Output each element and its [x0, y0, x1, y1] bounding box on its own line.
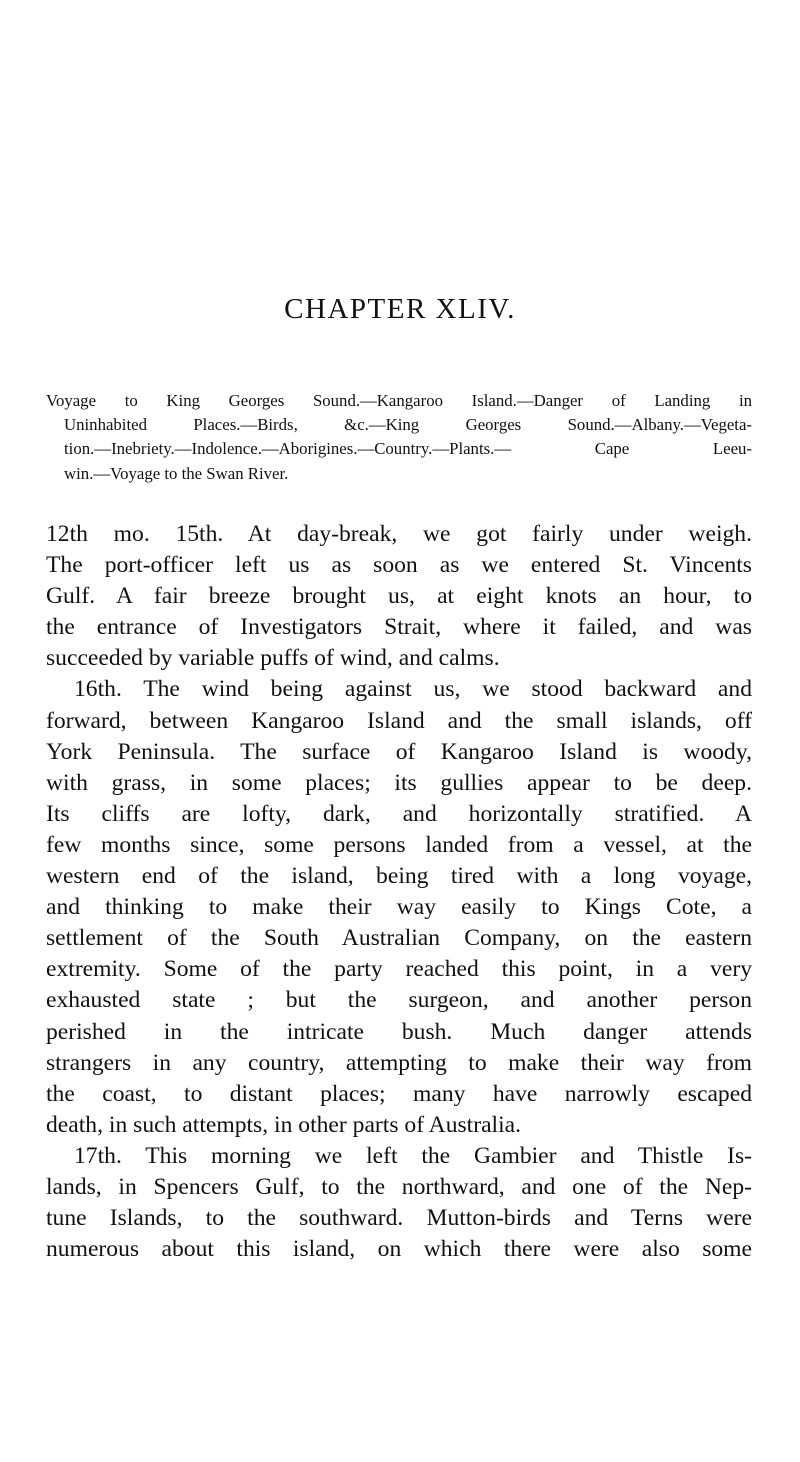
body-line: death, in such attempts, in other parts of Australia.	[46, 1111, 522, 1138]
body-line: the entrance of Investigators Strait, where it failed, and was	[46, 614, 752, 641]
chapter-title: CHAPTER XLIV.	[284, 293, 516, 325]
body-line: 16th. The wind being against us, we stood backward and	[74, 676, 752, 703]
chapter-body	[46, 519, 752, 1265]
body-line: succeeded by variable puffs of wind, and calms.	[46, 645, 500, 672]
body-line: lands, in Spencers Gulf, to the northward, and one of the Nep-	[46, 1173, 752, 1200]
body-line: The port-officer left us as soon as we entered St. Vincents	[46, 552, 752, 579]
body-line: Its cliffs are lofty, dark, and horizontally stratified. A	[46, 800, 752, 827]
body-line: forward, between Kangaroo Island and the small islands, off	[46, 707, 752, 734]
body-line: tune Islands, to the southward. Mutton-birds and Terns were	[46, 1205, 752, 1232]
body-line: 12th mo. 15th. At day-break, we got fairly under weigh.	[46, 521, 752, 547]
synopsis-line: Uninhabited Places.—Birds, &c.—King Georges Sound.—Albany.—Vegeta-	[64, 415, 752, 435]
body-line: few months since, some persons landed from a vessel, at the	[46, 831, 752, 858]
body-line: numerous about this island, on which there were also some	[46, 1236, 752, 1263]
synopsis-line: win.—Voyage to the Swan River.	[64, 463, 289, 483]
chapter-synopsis	[46, 389, 752, 486]
body-line: 17th. This morning we left the Gambier and Thistle Is-	[74, 1142, 752, 1169]
body-line: with grass, in some places; its gullies appear to be deep.	[46, 769, 752, 796]
body-line: the coast, to distant places; many have narrowly escaped	[46, 1080, 752, 1107]
body-line: Gulf. A fair breeze brought us, at eight knots an hour, to	[46, 583, 752, 610]
body-line: extremity. Some of the party reached this point, in a very	[46, 956, 752, 983]
body-line: York Peninsula. The surface of Kangaroo Island is woody,	[46, 738, 752, 765]
body-line: exhausted state ; but the surgeon, and another person	[46, 987, 752, 1014]
body-line: and thinking to make their way easily to Kings Cote, a	[46, 894, 752, 921]
body-line: western end of the island, being tired with a long voyage,	[46, 863, 752, 890]
body-line: strangers in any country, attempting to make their way from	[46, 1049, 752, 1076]
synopsis-line: Voyage to King Georges Sound.—Kangaroo Island.—Danger of Landing in	[46, 391, 752, 410]
synopsis-line: tion.—Inebriety.—Indolence.—Aborigines.—Country.—Plants.— Cape Leeu-	[64, 439, 752, 459]
body-line: settlement of the South Australian Company, on the eastern	[46, 925, 752, 952]
body-line: perished in the intricate bush. Much danger attends	[46, 1018, 752, 1045]
